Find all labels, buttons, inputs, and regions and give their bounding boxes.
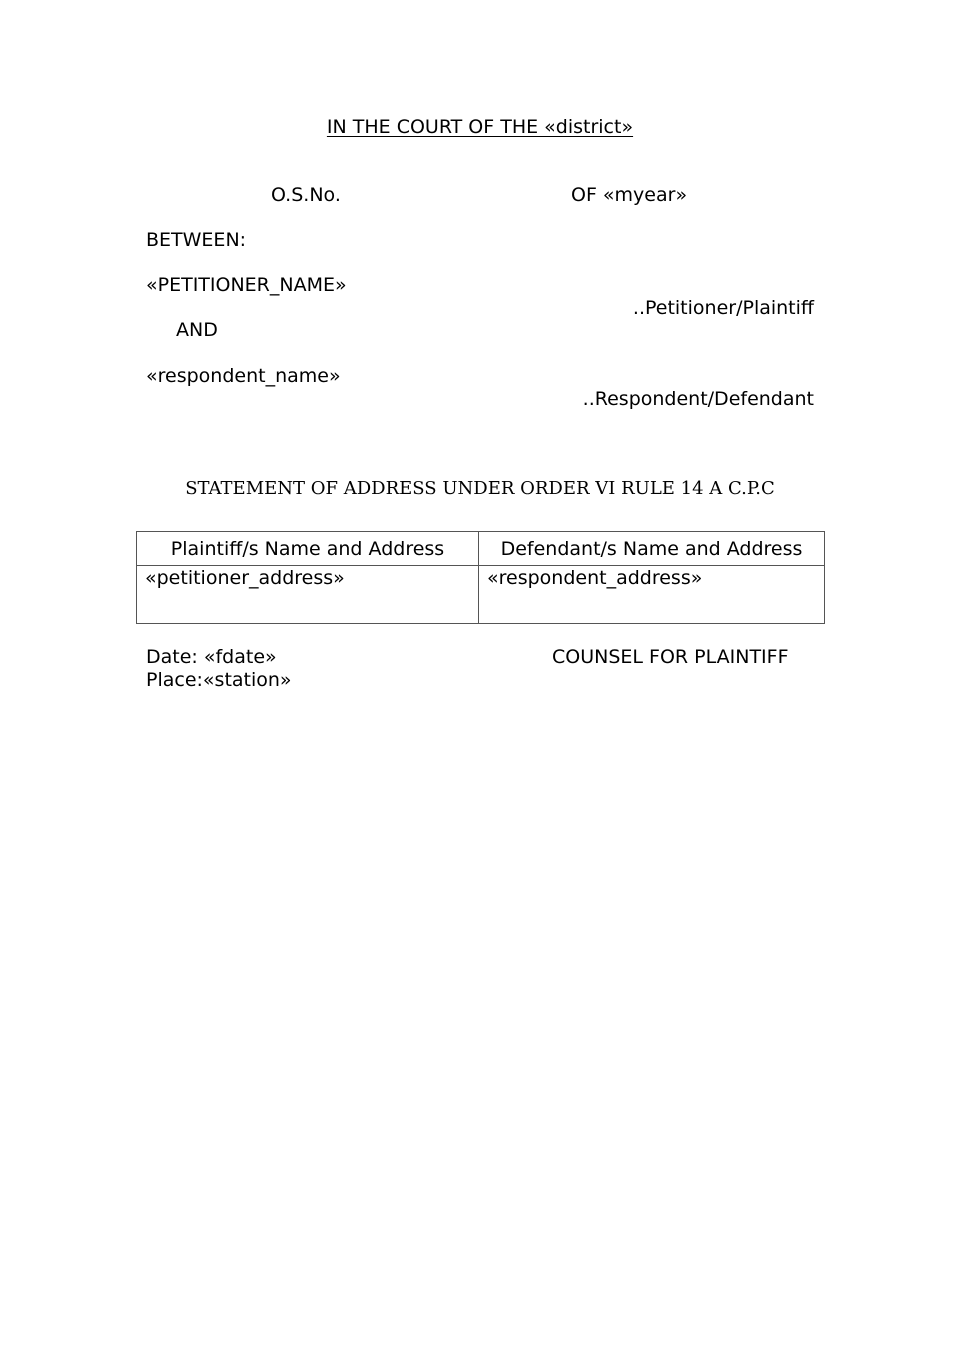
defendant-address-header: Defendant/s Name and Address [479, 532, 825, 566]
case-year: OF «myear» [571, 184, 688, 206]
address-table [136, 531, 825, 624]
petitioner-address-cell: «petitioner_address» [137, 566, 479, 624]
petitioner-name: «PETITIONER_NAME» [146, 274, 347, 296]
table-row [137, 566, 825, 624]
table-header-row [137, 532, 825, 566]
respondent-name: «respondent_name» [146, 365, 341, 387]
respondent-address-cell: «respondent_address» [479, 566, 825, 624]
statement-title: STATEMENT OF ADDRESS UNDER ORDER VI RULE 14 A C.P.C [185, 478, 775, 499]
court-title: IN THE COURT OF THE «district» [326, 116, 634, 138]
respondent-role: ..Respondent/Defendant [582, 388, 814, 410]
place-field: Place:«station» [146, 669, 292, 691]
between-label: BETWEEN: [146, 229, 247, 251]
date-field: Date: «fdate» [146, 646, 277, 668]
and-label: AND [176, 319, 218, 341]
plaintiff-address-header: Plaintiff/s Name and Address [137, 532, 479, 566]
os-number-label: O.S.No. [271, 184, 341, 206]
counsel-signature-label: COUNSEL FOR PLAINTIFF [552, 646, 789, 668]
petitioner-role: ..Petitioner/Plaintiff [632, 297, 814, 319]
